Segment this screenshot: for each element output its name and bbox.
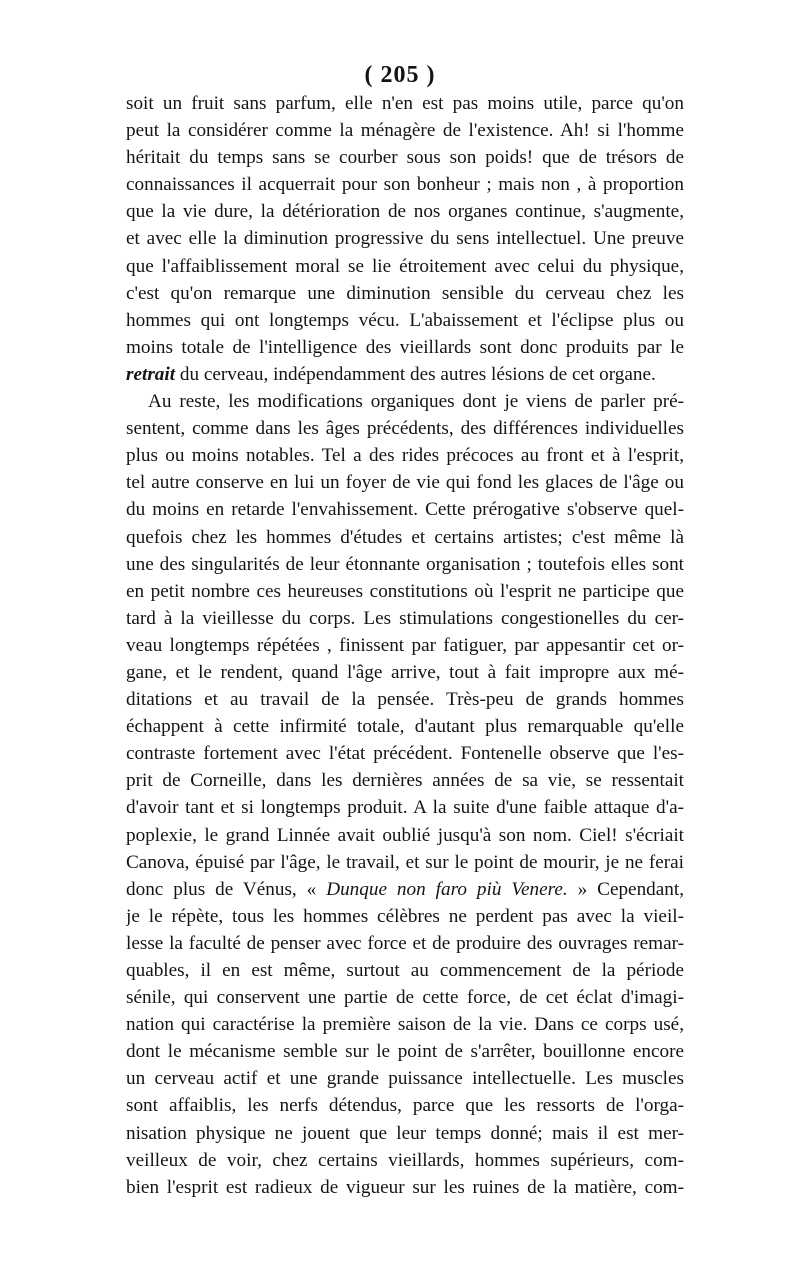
text-line: un cerveau actif et une grande puissance intellectuelle. Les muscles <box>126 1068 684 1090</box>
text-line: quefois chez les hommes d'études et certains artistes; c'est même là <box>126 526 684 548</box>
page-number: ( 205 ) <box>364 62 436 88</box>
text-line: sentent, comme dans les âges précédents, des différences individuelles <box>126 418 684 440</box>
text-line: et avec elle la diminution progressive du sens intellectuel. Une preuve <box>126 228 684 250</box>
text-line: c'est qu'on remarque une diminution sensible du cerveau chez les <box>126 282 684 304</box>
text-line: hommes qui ont longtemps vécu. L'abaissement et l'éclipse plus ou <box>126 309 684 331</box>
text-line: veau longtemps répétées , finissent par fatiguer, par appesantir cet or- <box>126 634 684 656</box>
text-line: d'avoir tant et si longtemps produit. A la suite d'une faible attaque d'a- <box>126 797 684 819</box>
text-line: du moins en retarde l'envahissement. Cette prérogative s'observe quel- <box>126 499 684 521</box>
text-segment: » Cependant, <box>567 878 684 900</box>
text-line: dont le mécanisme semble sur le point de s'arrêter, bouillonne encore <box>126 1041 684 1063</box>
text-line: ditations et au travail de la pensée. Très-peu de grands hommes <box>126 689 684 711</box>
text-line: Canova, épuisé par l'âge, le travail, et sur le point de mourir, je ne ferai <box>126 851 684 873</box>
italic-text: Dunque non faro più Venere. <box>326 878 568 900</box>
text-line: tard à la vieillesse du corps. Les stimulations congestionelles du cer- <box>126 607 684 629</box>
text-line: gane, et le rendent, quand l'âge arrive, tout à fait impropre aux mé- <box>126 661 684 683</box>
text-line: échappent à cette infirmité totale, d'autant plus remarquable qu'elle <box>126 716 684 738</box>
text-line: lesse la faculté de penser avec force et de produire des ouvrages remar- <box>126 932 684 954</box>
body-text <box>126 90 684 1201</box>
text-line: Au reste, les modifications organiques dont je viens de parler pré- <box>148 391 684 413</box>
text-segment: du cerveau, indépendamment des autres lésions de cet organe. <box>175 363 656 385</box>
text-line: quables, il en est même, surtout au commencement de la période <box>126 960 684 981</box>
text-line: peut la considérer comme la ménagère de l'existence. Ah! si l'homme <box>126 120 684 142</box>
text-line: contraste fortement avec l'état précédent. Fontenelle observe que l'es- <box>126 743 684 765</box>
text-line: que l'affaiblissement moral se lie étroitement avec celui du physique, <box>126 255 684 277</box>
text-line: soit un fruit sans parfum, elle n'en est pas moins utile, parce qu'on <box>126 93 684 114</box>
text-line: héritait du temps sans se courber sous son poids! que de trésors de <box>126 147 684 169</box>
text-line: nation qui caractérise la première saison de la vie. Dans ce corps usé, <box>126 1014 684 1036</box>
text-line: connaissances il acquerrait pour son bonheur ; mais non , à proportion <box>126 174 684 196</box>
text-line <box>126 361 684 388</box>
text-line: en petit nombre ces heureuses constitutions où l'esprit ne participe que <box>126 580 684 602</box>
text-line: moins totale de l'intelligence des vieillards sont donc produits par le <box>126 336 684 358</box>
text-line: poplexie, le grand Linnée avait oublié jusqu'à son nom. Ciel! s'écriait <box>126 824 684 846</box>
text-line: sénile, qui conservent une partie de cette force, de cet éclat d'imagi- <box>126 987 684 1009</box>
text-line: tel autre conserve en lui un foyer de vie qui fond les glaces de l'âge ou <box>126 472 684 494</box>
text-line <box>126 876 684 903</box>
italic-text: retrait <box>126 363 176 385</box>
text-line: une des singularités de leur étonnante organisation ; toutefois elles sont <box>126 553 684 575</box>
text-line: veilleux de voir, chez certains vieillards, hommes supérieurs, com- <box>126 1149 684 1171</box>
text-line: nisation physique ne jouent que leur temps donné; mais il est mer- <box>126 1122 684 1144</box>
text-line: prit de Corneille, dans les dernières années de sa vie, se ressentait <box>126 770 684 792</box>
text-line: bien l'esprit est radieux de vigueur sur les ruines de la matière, com- <box>126 1176 684 1198</box>
text-line: sont affaiblis, les nerfs détendus, parce que les ressorts de l'orga- <box>126 1095 684 1117</box>
text-segment: donc plus de Vénus, « <box>126 878 327 900</box>
text-line: que la vie dure, la détérioration de nos organes continue, s'augmente, <box>126 201 684 223</box>
text-line: plus ou moins notables. Tel a des rides précoces au front et à l'esprit, <box>126 445 684 467</box>
text-line: je le répète, tous les hommes célèbres ne perdent pas avec la vieil- <box>126 905 684 927</box>
